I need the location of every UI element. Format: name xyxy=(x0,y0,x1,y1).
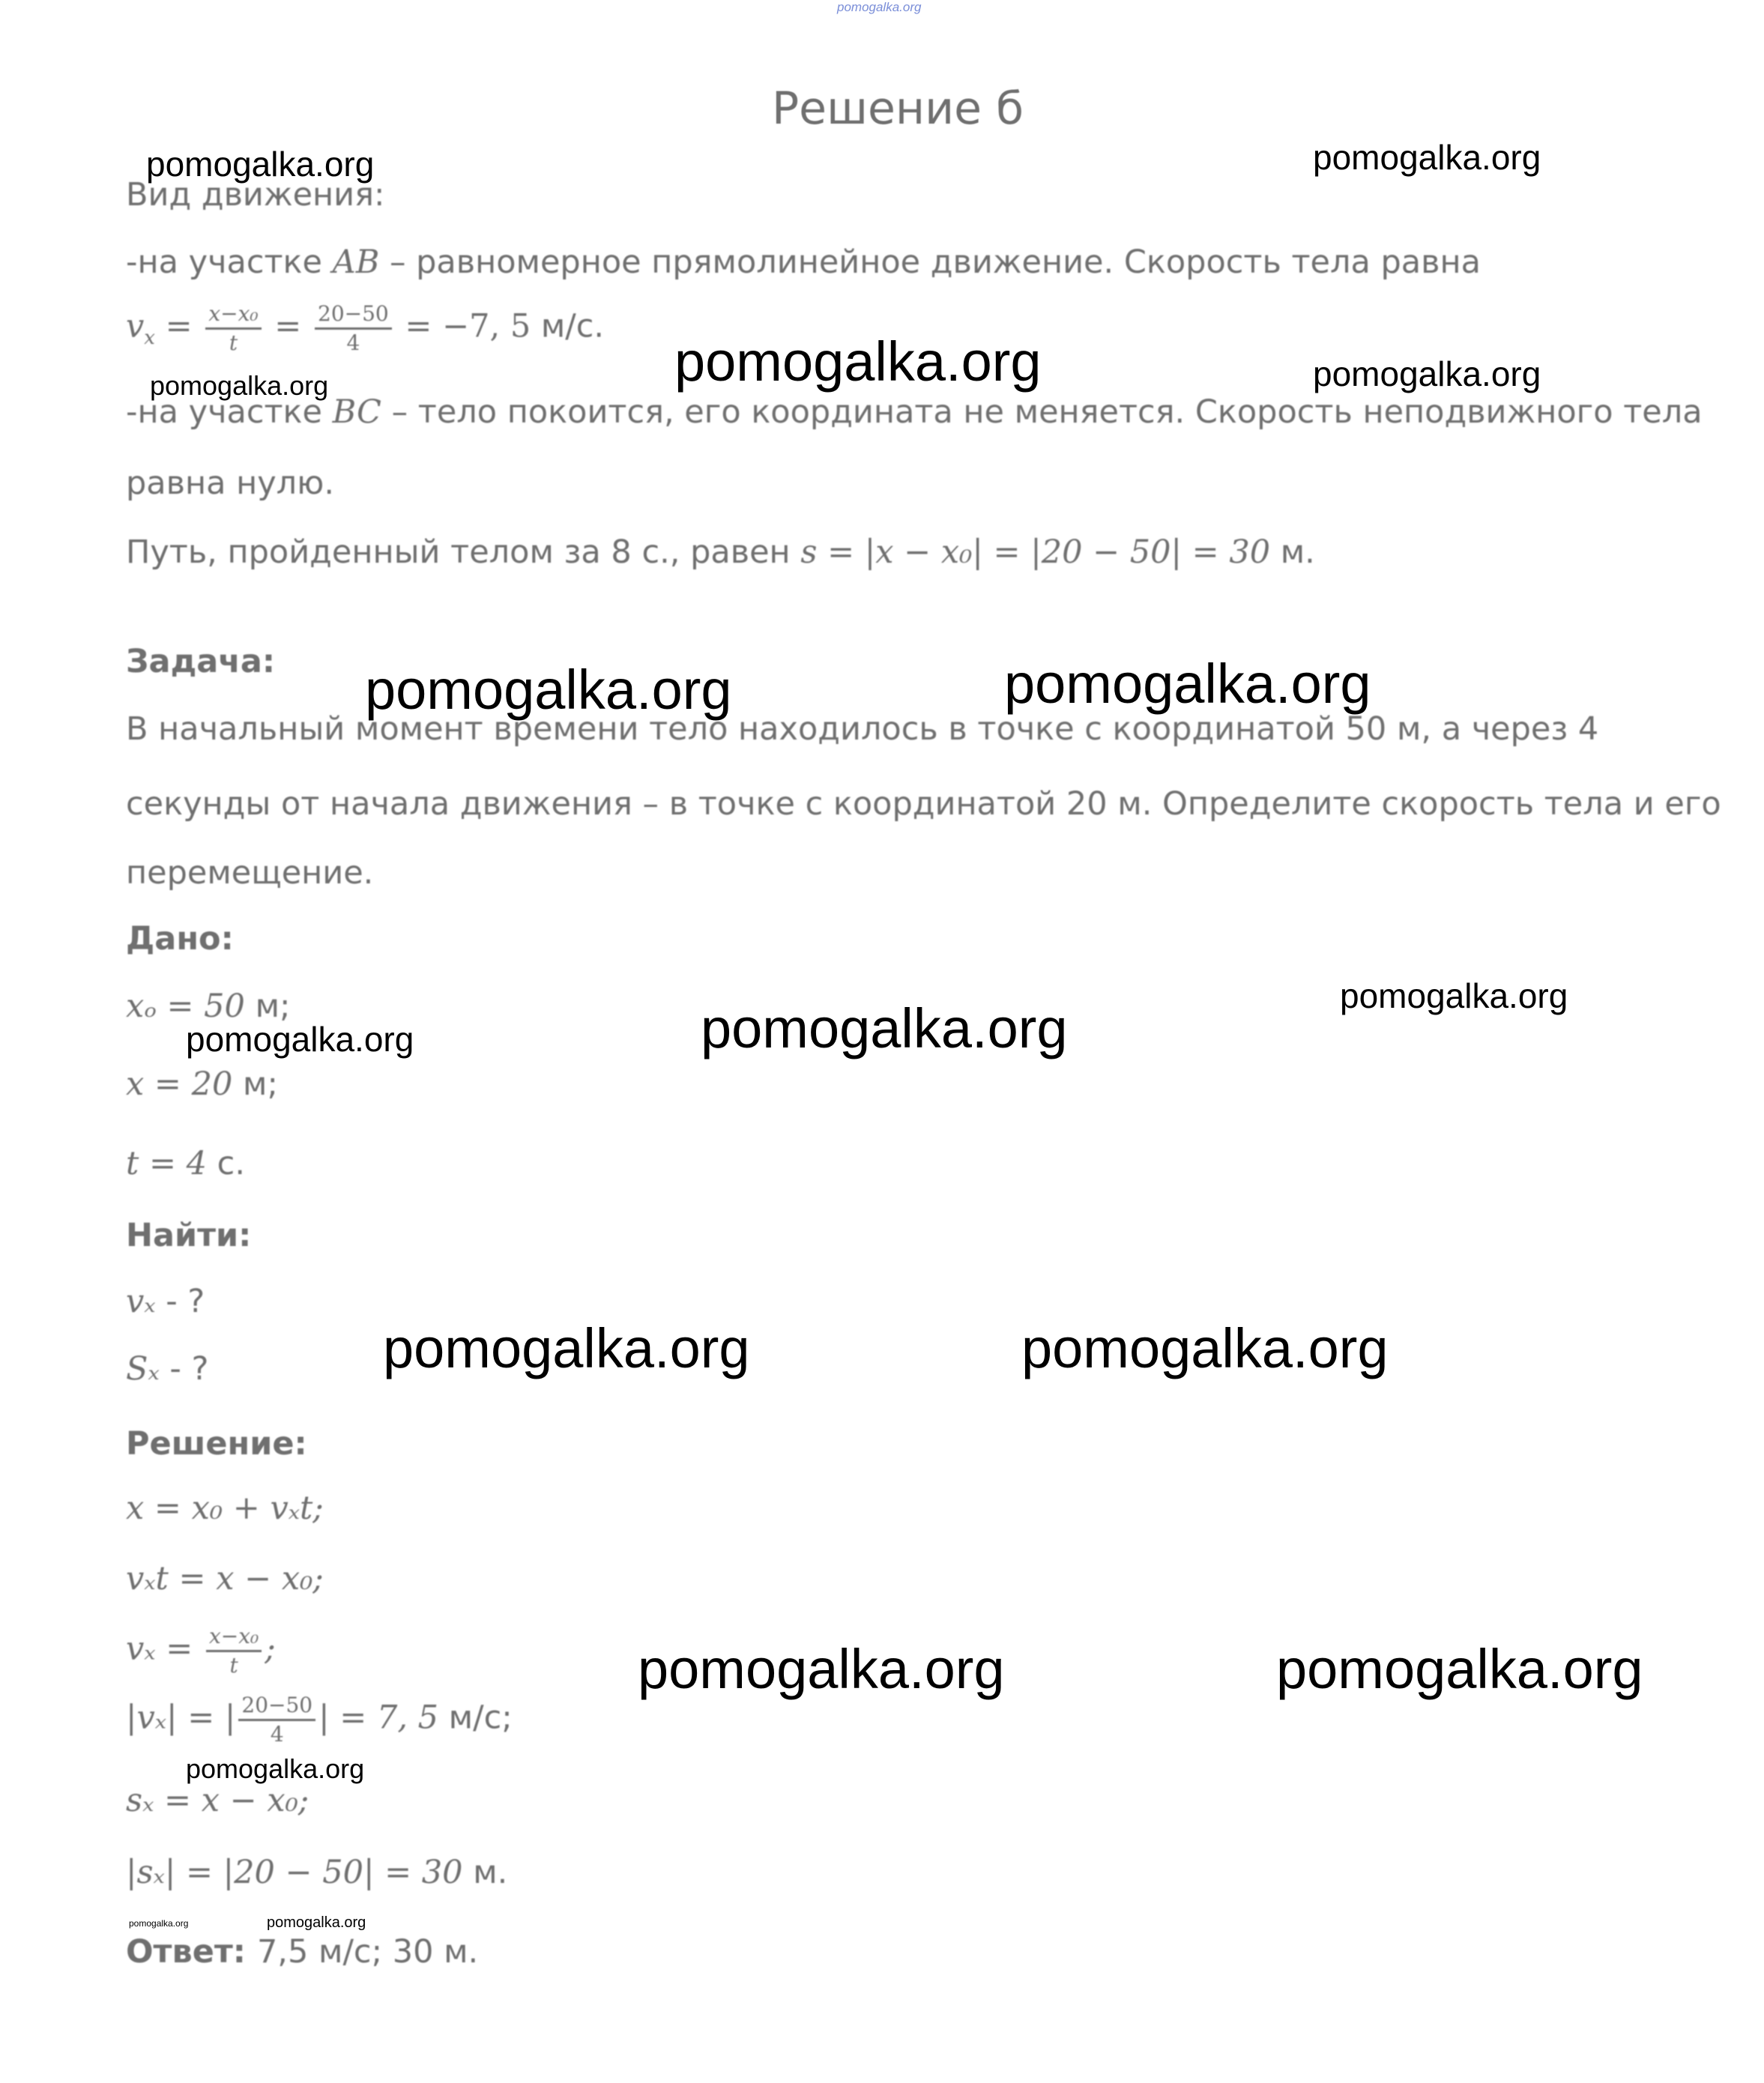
solution-eq-5: sₓ = x − x₀; xyxy=(126,1782,309,1819)
watermark: pomogalka.org xyxy=(1313,354,1541,393)
watermark: pomogalka.org xyxy=(365,659,732,721)
ab-formula-result: = −7, 5 xyxy=(405,307,531,345)
task-heading: Задача: xyxy=(126,643,276,680)
ab-formula: $v_x$ = $\frac{\text{x−x₀}}{t}$ = $\frac{20-50}{4}$ = −7, 5 м/с. xyxy=(126,301,605,355)
given-t: t = 4 с. xyxy=(126,1145,245,1182)
solution-eq-3: vₓ = $\frac{\text{x−x₀}}{t}$ ; xyxy=(126,1624,276,1678)
ab-line xyxy=(126,244,1481,282)
bc-label: BC xyxy=(332,393,381,431)
watermark: pomogalka.org xyxy=(1276,1638,1643,1700)
task-line-2: секунды от начала движения – в точке с координатой 20 м. Определите скорость тела и его xyxy=(126,785,1721,823)
bc-text: – тело покоится, его координата не меняется. Скорость неподвижного тела xyxy=(381,393,1703,431)
solution-eq-6: |sₓ| = |20 − 50| = 30 м. xyxy=(126,1854,508,1891)
solution-eq-1: x = x₀ + vₓt; xyxy=(126,1490,324,1527)
watermark: pomogalka.org xyxy=(150,370,329,401)
ab-prefix: -на участке xyxy=(126,244,333,281)
path-unit: м. xyxy=(1270,533,1315,571)
watermark: pomogalka.org xyxy=(186,1753,365,1784)
bc-line-2: равна нулю. xyxy=(126,465,335,502)
ab-formula-unit: м/с. xyxy=(531,307,605,345)
path-text: Путь, пройденный телом за 8 с., равен xyxy=(126,533,801,571)
watermark: pomogalka.org xyxy=(1004,653,1371,715)
motion-heading: Вид движения: xyxy=(126,176,385,214)
solution-eq-4: |vₓ| = | $\frac{20-50}{4}$ | = 7, 5 м/с; xyxy=(126,1693,513,1747)
task-line-1: В начальный момент времени тело находилось в точке с координатой 50 м, а через 4 xyxy=(126,710,1599,748)
watermark: pomogalka.org xyxy=(267,1914,366,1931)
watermark: pomogalka.org xyxy=(1340,976,1568,1015)
task-line-3: перемещение. xyxy=(126,854,374,892)
solution-eq-3-frac: $\frac{\text{x−x₀}}{t}$ xyxy=(206,1626,262,1676)
watermark: pomogalka.org xyxy=(701,997,1068,1059)
ab-formula-frac2: $\frac{20-50}{4}$ xyxy=(315,303,392,354)
given-heading: Дано: xyxy=(126,920,234,958)
solution-heading: Решение: xyxy=(126,1425,307,1463)
watermark: pomogalka.org xyxy=(146,145,375,184)
ab-text: – равномерное прямолинейное движение. Скорость тела равна xyxy=(379,244,1481,281)
ab-label: AB xyxy=(332,244,380,281)
ab-formula-lhs: v xyxy=(126,307,145,345)
path-line xyxy=(126,533,1315,572)
solution-eq-4-frac: $\frac{20-50}{4}$ xyxy=(238,1695,315,1745)
page-title: Решение б xyxy=(772,82,1024,135)
bc-prefix: -на участке xyxy=(126,393,333,431)
ab-formula-lhs-sub: x xyxy=(144,327,155,350)
find-heading: Найти: xyxy=(126,1217,252,1254)
find-item-1: vₓ - ? xyxy=(126,1283,205,1320)
final-answer-label: Ответ: xyxy=(126,1933,257,1971)
watermark: pomogalka.org xyxy=(638,1638,1005,1700)
watermark: pomogalka.org xyxy=(129,1918,189,1929)
final-answer xyxy=(126,1933,478,1972)
final-answer-value: 7,5 м/с; 30 м. xyxy=(256,1933,479,1971)
watermark: pomogalka.org xyxy=(383,1317,750,1379)
ab-formula-frac1: $\frac{\text{x−x₀}}{t}$ xyxy=(205,303,261,354)
given-x0: xₒ = 50 м; xyxy=(126,988,291,1025)
bc-line xyxy=(126,393,1703,432)
watermark: pomogalka.org xyxy=(674,330,1042,393)
path-formula: s = |x − x₀| = |20 − 50| = 30 xyxy=(800,533,1271,571)
watermark: pomogalka.org xyxy=(1021,1317,1389,1379)
watermark: pomogalka.org xyxy=(186,1020,414,1059)
given-x: x = 20 м; xyxy=(126,1065,278,1103)
solution-eq-2: vₓt = x − x₀; xyxy=(126,1560,324,1597)
header-site-watermark: pomogalka.org xyxy=(837,0,922,14)
find-item-2: Sₓ - ? xyxy=(126,1350,209,1388)
watermark: pomogalka.org xyxy=(1313,138,1541,177)
